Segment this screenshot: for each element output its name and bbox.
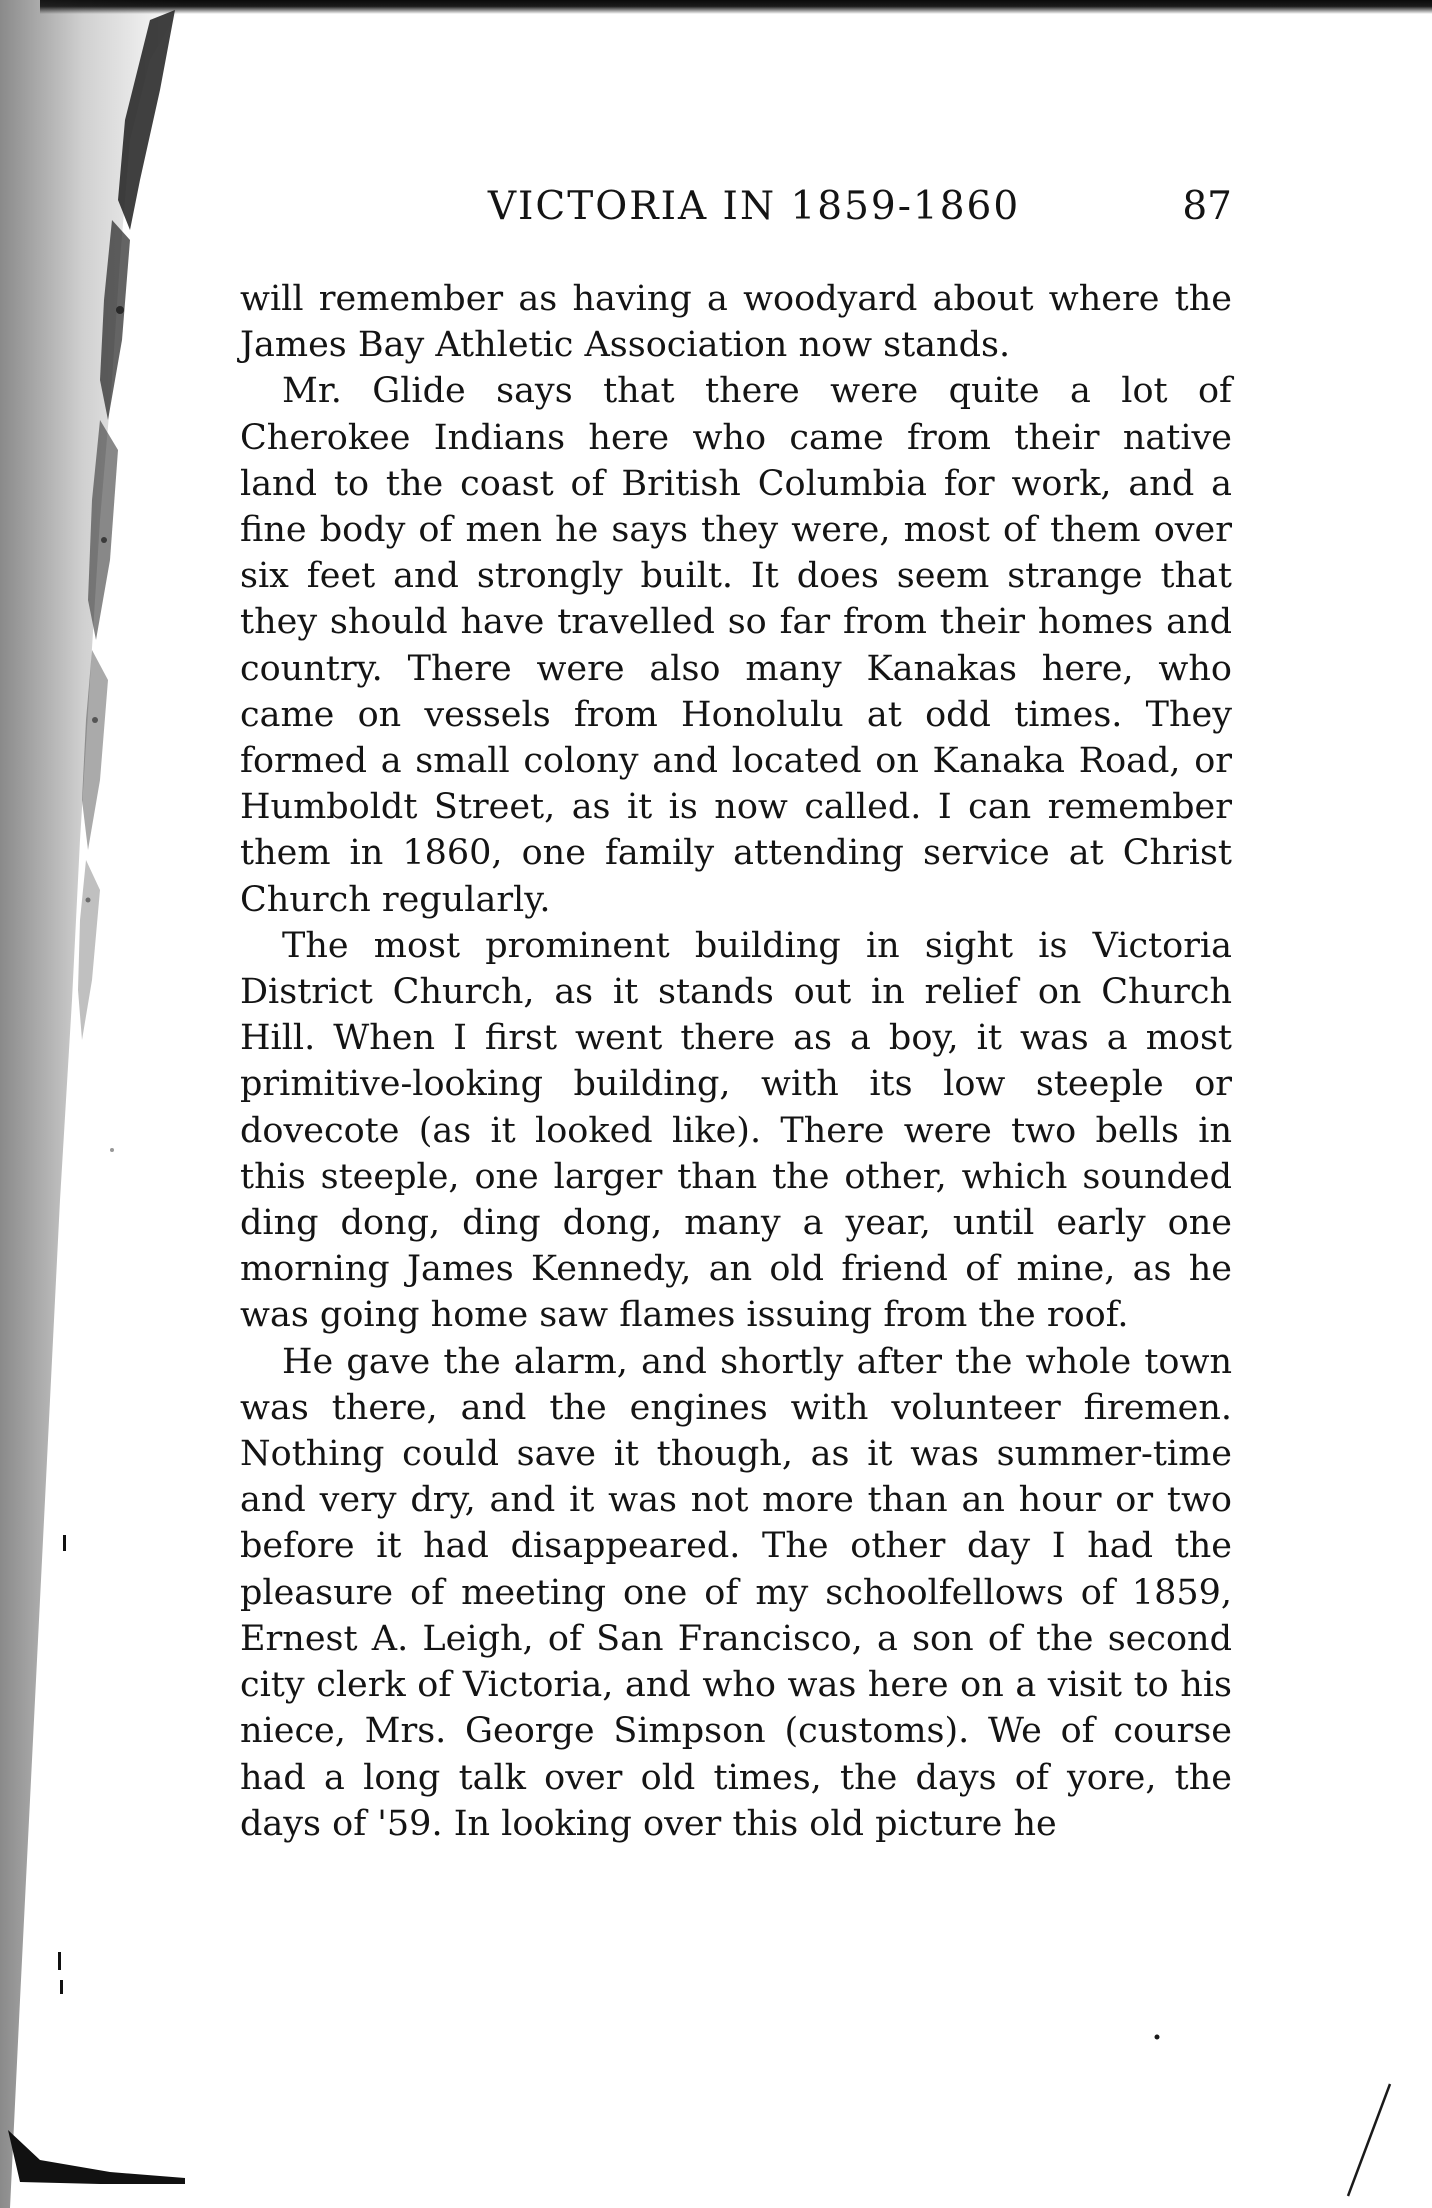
binding-shadow — [0, 0, 185, 2208]
body-text — [240, 276, 1232, 1847]
scan-top-edge — [40, 0, 1432, 14]
ink-dot-mark — [1152, 2032, 1162, 2042]
pencil-stroke-mark — [1340, 2080, 1400, 2200]
page-number: 87 — [1182, 184, 1232, 229]
paragraph-3: The most prominent building in sight is Victoria District Church, as it stands out in relief on Church Hill. When I first went there as a boy, it was a most primitive-looking building, with its low steeple or dovecote (as it looked like). There were two bells in this steeple, one larger than the other, which sounded ding dong, ding dong, many a year, until early one morning James Kennedy, an old friend of mine, as he was going home saw flames issuing from the roof. — [240, 925, 1232, 1336]
paragraph-2: Mr. Glide says that there were quite a lot of Cherokee Indians here who came from their native land to the coast of British Columbia for work, and a fine body of men he says they were, most of them over six feet and strongly built. It does seem strange that they should have travelled so far from their homes and country. There were also many Kanakas here, who came on vessels from Honolulu at odd times. They formed a small colony and located on Kanaka Road, or Humboldt Street, as it is now called. I can remember them in 1860, one family attending service at Christ Church regularly. — [240, 371, 1232, 920]
page-header — [240, 184, 1232, 244]
paragraph-1: will remember as having a woodyard about where the James Bay Athletic Association now stands. — [240, 279, 1232, 366]
running-head: VICTORIA IN 1859-1860 — [487, 184, 1021, 229]
paragraph-4: He gave the alarm, and shortly after the whole town was there, and the engines with volunteer firemen. Nothing could save it though, as it was summer-time and very dry, and it was not more than an hour or two before it had disappeared. The other day I had the pleasure of meeting one of my schoolfellows of 1859, Ernest A. Leigh, of San Francisco, a son of the second city clerk of Victoria, and who was here on a visit to his niece, Mrs. George Simpson (customs). We of course had a long talk over old times, the days of yore, the days of '59. In looking over this old picture he — [240, 1341, 1232, 1844]
